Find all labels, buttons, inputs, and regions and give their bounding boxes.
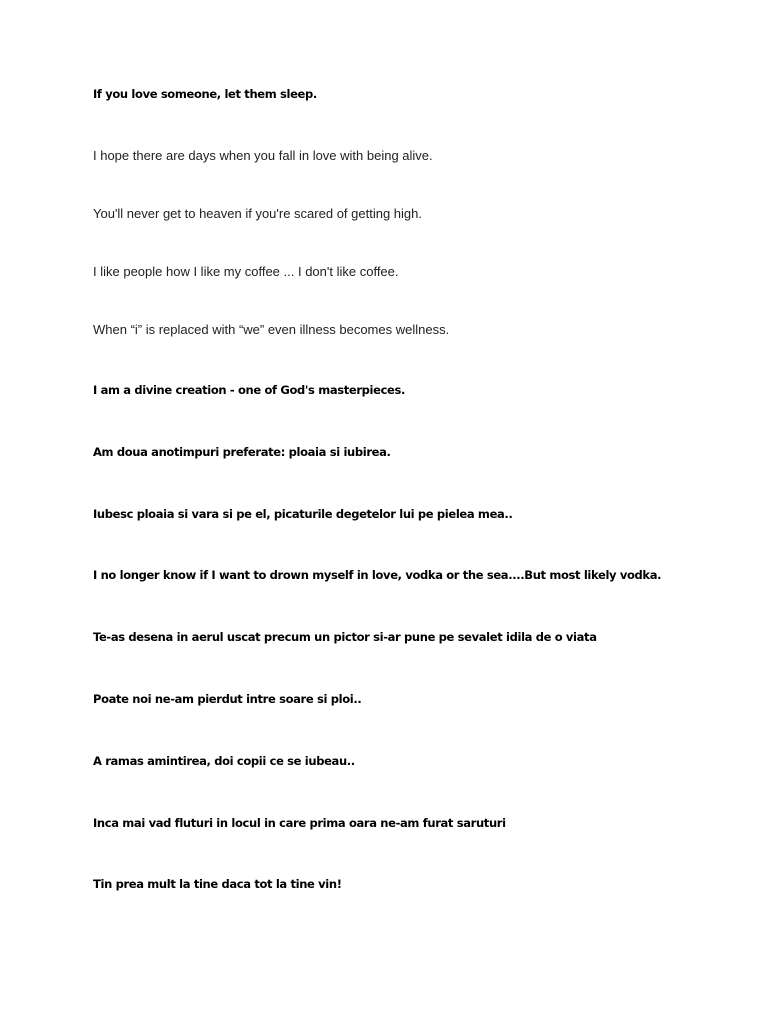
quote-line: You'll never get to heaven if you're scared of getting high. [93, 206, 422, 221]
quote-line: Poate noi ne-am pierdut intre soare si ploi.. [93, 692, 362, 706]
quote-line: When “i” is replaced with “we” even illness becomes wellness. [93, 322, 450, 337]
quote-line: Inca mai vad fluturi in locul in care prima oara ne-am furat saruturi [93, 816, 506, 830]
quote-line: Tin prea mult la tine daca tot la tine vin! [93, 877, 342, 891]
quote-line: I am a divine creation - one of God's masterpieces. [93, 383, 406, 397]
quote-line: Iubesc ploaia si vara si pe el, picaturile degetelor lui pe pielea mea.. [93, 507, 513, 521]
quote-line: If you love someone, let them sleep. [93, 87, 317, 101]
quote-line: I like people how I like my coffee ... I don't like coffee. [93, 264, 399, 279]
quote-line: I hope there are days when you fall in love with being alive. [93, 148, 433, 163]
quote-line: A ramas amintirea, doi copii ce se iubeau.. [93, 754, 355, 768]
quote-line: I no longer know if I want to drown myself in love, vodka or the sea....But most likely vodka. [93, 568, 662, 582]
quote-line: Te-as desena in aerul uscat precum un pictor si-ar pune pe sevalet idila de o viata [93, 630, 597, 644]
quote-line: Am doua anotimpuri preferate: ploaia si iubirea. [93, 445, 391, 459]
